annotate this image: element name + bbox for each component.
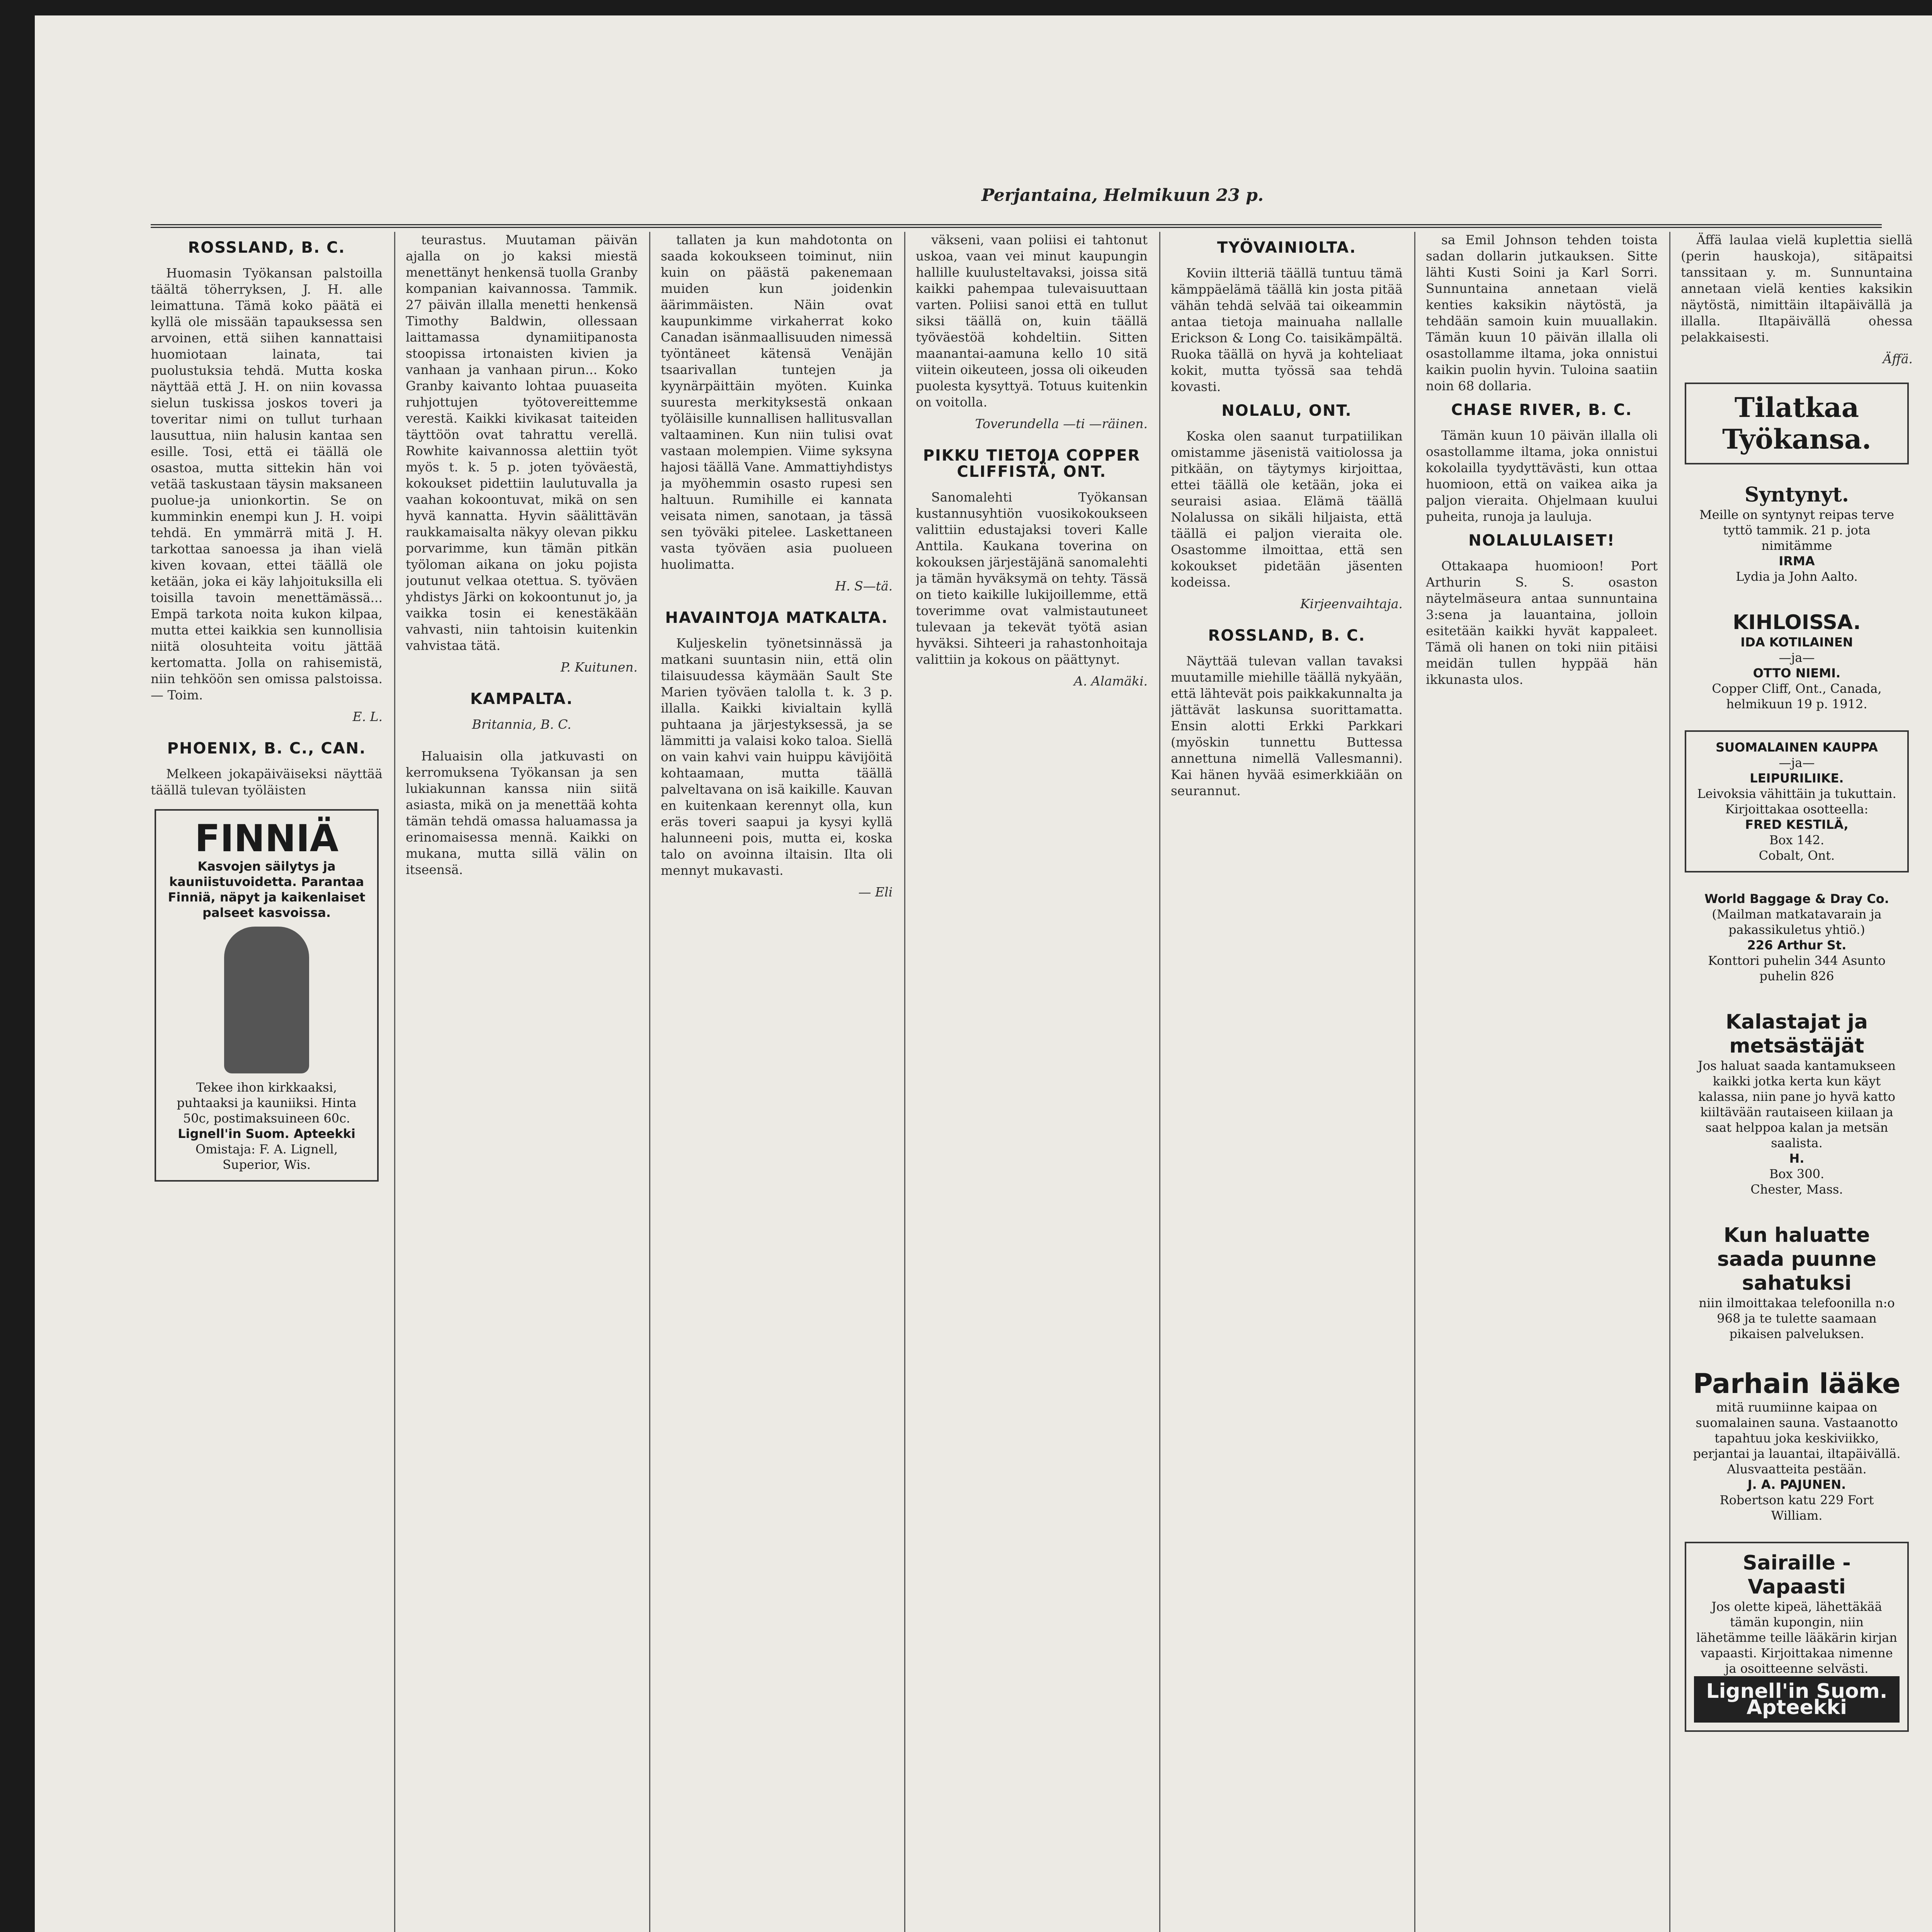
ad-name: J. A. PAJUNEN. — [1747, 1477, 1846, 1492]
article-title: PIKKU TIETOJA COPPER CLIFFISTÄ, ONT. — [923, 447, 1141, 481]
article-body: Sanomalehti Työkansan kustannusyhtiön vuosikokoukseen valittiin edustajaksi toveri Kalle Anttila. Kaukana toverina on kokouksen järjestäjänä sanomalehti ja tämän hyväksymä on tehty. Tässä on tieto kaikille lukijoillemme, että toverimme ovat valmistautuneet tulevaan ja tekevät työtä asian hyväksi. Sihteeri ja rahastonhoitaja valittiin ja kokous on päättynyt. — [916, 490, 1148, 667]
ad-owner: Omistaja: F. A. Lignell, — [195, 1142, 338, 1156]
column-rule — [649, 232, 650, 1932]
column-rule — [1669, 232, 1670, 1932]
article-body: teurastus. Muutaman päivän ajalla on jo kaksi miestä menettänyt henkensä tuolla Granby kompanian kaivannossa. Tammik. 27 päivän illalla menetti henkensä Timothy Baldwin, ollessaan laittamassa dynamiitipanosta stoopissa irtonaisten kivien ja vanhaan ja vanhaan pirun... Koko Granby kaivanto lohtaa puuaseita ruhjottujen työtovereittemme verestä. Kaikki kivikasat taiteiden täyttöön ovat tahrattu verellä. Rowhite kaivannossa alettiin työt myös t. k. 5 p. joten työväestä, kokoukset pidettiin laulutuvalla ja vaahan kokoontuvat, mikä on sen hyvä kannatta. Hyvin säälittävän raukkamaisalta näkyy olevan pikku porvarimme, kun tämän pitkän työloman aikana on joku pojista joutunut velkaa otettua. S. työväen yhdistys Järki on kokoontunut jo, ja vaikka tosin ei kenestäkään vahvasti, niin tahtoisin kuitenkin vahvistaa tätä. — [406, 232, 638, 653]
ad-city: Cobalt, Ont. — [1759, 848, 1835, 863]
article-signature: Kirjeenvaihtaja. — [1300, 596, 1403, 611]
column-7 — [1681, 232, 1913, 1932]
article-signature: E. L. — [352, 709, 383, 724]
ad-title: Tilatkaa Työkansa. — [1722, 391, 1871, 455]
ad-address: Robertson katu 229 Fort William. — [1719, 1493, 1874, 1523]
ad-and: —ja— — [1779, 755, 1815, 770]
ad-sauna — [1685, 1360, 1909, 1531]
article-title: ROSSLAND, B. C. — [1208, 627, 1366, 645]
ad-store: Lignell'in Suom. Apteekki — [178, 1126, 355, 1141]
ad-title: Kalastajat ja metsästäjät — [1726, 1010, 1868, 1058]
article-title: HAVAINTOJA MATKALTA. — [665, 609, 888, 627]
ad-box-number: Box 142. — [1769, 833, 1825, 847]
article-body: Huomasin Työkansan palstoilla täältä töherryksen, J. H. alle leimattuna. Tämä koko päätä ei kyllä ole missään tapauksessa sen arvoinen, että siihen kannattaisi huomiotaan lainata, tai puolustuksia tehdä. Mutta koska näyttää että J. H. on niin kovassa sielun tuskissa joskos toveri ja toveritar nimi on tullut turhaan lausuttua, niin halusin kantaa sen esille. Tosi, että ei täällä ole osastoa, mutta sittekin hän voi vetää taskustaan täysin maksaneen puolue-ja unionkortin. Se on kumminkin enempi kun J. H. voipi tehdä. En ymmärrä mitä J. H. tarkottaa sanoessa ja ihan vielä kiven kovaan, ettei täällä ole ketään, joka ei käy lahjoituksilla eli toisilla tavoin menettämässä... Empä tarkota noita kukon kilpaa, mutta ettei kaikkia sen kunnollisia niitä olosuhteita voitu jättää kertomatta. Jolla on rahisemistä, niin tehköön sen omissa palstoissa. — Toim. — [151, 265, 383, 702]
column-1 — [151, 232, 383, 1932]
ad-title: Kun haluatte saada puunne sahatuksi — [1717, 1224, 1877, 1295]
ad-phone: Konttori puhelin 344 Asunto puhelin 826 — [1708, 953, 1886, 983]
ad-body: Meille on syntynyt reipas terve tyttö tammik. 21 p. jota nimitämme — [1699, 507, 1895, 553]
ad-tagline: Kasvojen säilytys ja kauniistuvoidetta. Parantaa Finniä, näpyt ja kaikenlaiset palseet kasvoissa. — [168, 859, 366, 920]
ad-body: Leivoksia vähittäin ja tukuttain. Kirjoittakaa osotteella: — [1697, 786, 1896, 816]
ad-address: 226 Arthur St. — [1747, 938, 1847, 952]
article-body: väkseni, vaan poliisi ei tahtonut uskoa, vaan vei minut kaupungin hallille kuulusteltavaksi, joissa sitä kaikki pahempaa tulevaisuuttaan varten. Poliisi sanoi että en tullut siksi täällä on, kuin täällä työväestöä kohdeltiin. Sitten maanantai-aamuna kello 10 sitä viitein oikeuteen, jossa oli oikeuden puolesta kysyttyä. Totuus kuitenkin on voitolla. — [916, 232, 1148, 410]
header-date: Perjantaina, Helmikuun 23 p. — [981, 185, 1264, 205]
article-body: Melkeen jokapäiväiseksi näyttää täällä tulevan työläisten — [151, 766, 383, 798]
ad-title: FINNIÄ — [195, 817, 338, 860]
article-body: Koska olen saanut turpatiilikan omistamme jäsenistä vaitiolossa ja pitkään, on täytymys kirjoittaa, ettei täällä ole ketään, joka ei seuraisi asiaa. Elämä täällä Nolalussa on sikäli hiljaista, että täällä ei paljon vieraita ole. Osastomme ilmoittaa, että sen kokoukset pidetään jäsenten kodeissa. — [1171, 429, 1403, 590]
ad-note: Alusvaatteita pestään. — [1727, 1462, 1867, 1476]
article-body: Näyttää tulevan vallan tavaksi muutamille miehille täällä nykyään, että lähtevät pois paikkakunnalta ja jättävät laskunsa suorittamatta. Ensin alotti Erkki Parkkari (myöskin tunnettu Buttessa annettuna nimellä Vallesmanni). Kai hänen hyvää esimerkkiään on seurannut. — [1171, 653, 1403, 798]
column-4 — [916, 232, 1148, 1932]
ad-title: Sairaille - Vapaasti — [1743, 1551, 1851, 1599]
ad-name: Lydia ja John Aalto. — [1736, 569, 1858, 584]
page-header — [151, 182, 1882, 228]
ad-title: SUOMALAINEN KAUPPA — [1716, 740, 1878, 755]
column-rule — [904, 232, 905, 1932]
article-body: Äffä laulaa vielä kuplettia siellä (perin hauskoja), sitäpaitsi tanssitaan y. m. Sunnuntaina annetaan vielä kenties kaksikin näytöstä, nimittäin iltapäivällä ja illalla. Iltapäivällä ohessa pelakkaisesti. — [1681, 232, 1913, 345]
ad-body: Tekee ihon kirkkaaksi, puhtaaksi ja kauniiksi. Hinta 50c, postimaksuineen 60c. — [177, 1080, 357, 1126]
ad-fishing — [1685, 1002, 1909, 1205]
ad-body: (Mailman matkatavarain ja pakassikuletus yhtiö.) — [1712, 907, 1882, 937]
ad-place: Copper Cliff, Ont., Canada, helmikuun 19 p. 1912. — [1712, 681, 1882, 711]
article-body: Koviin iltteriä täällä tuntuu tämä kämppäelämä täällä kin josta pitää vähän tehdä selvää tai oikeammin antaa tietoja mainuaha nallalle Erickson & Long Co. taisikämpältä. Ruoka täällä on hyvä ja kohteliaat kokit, mutta työssä saa tehdä kovasti. — [1171, 265, 1403, 394]
ad-name: IRMA — [1779, 554, 1815, 568]
ad-store-banner: Lignell'in Suom. Apteekki — [1694, 1676, 1900, 1723]
ad-title: Parhain lääke — [1693, 1368, 1901, 1400]
article-body: Kuljeskelin työnetsinnässä ja matkani suuntasin niin, että olin tilaisuudessa käymään Sault Ste Marien työväen talolla t. k. 3 p. illalla. Kaikki kivialtain kyllä puhtaana ja järjestyksessä, ja se lämmitti ja valaisi koko taloa. Siellä on vain kahvi vain huippu kävijöitä kohtaamaan, mutta täällä palveltavana on isä kaikille. Kauvan en kuitenkaan kerennyt olla, kun eräs toveri saapui ja kysyi kyllä halunneeni pois, mutta ei, koska talo on avoinna iltaisin. Ilta oli mennyt mukavasti. — [661, 636, 893, 878]
ad-signature: H. — [1789, 1151, 1804, 1166]
ad-bakery — [1685, 730, 1909, 872]
article-signature: Toverundella —ti —räinen. — [975, 416, 1148, 431]
article-signature: A. Alamäki. — [1074, 673, 1148, 689]
article-signature: Äffä. — [1883, 351, 1913, 366]
article-title: PHOENIX, B. C., CAN. — [167, 740, 366, 757]
article-title: CHASE RIVER, B. C. — [1451, 401, 1633, 419]
column-rule — [1159, 232, 1160, 1932]
ad-box-number: Box 300. — [1769, 1167, 1825, 1181]
person-illustration-icon — [224, 927, 309, 1073]
column-5 — [1171, 232, 1403, 1932]
ad-subtitle: LEIPURILIIKE. — [1750, 771, 1844, 786]
ad-body: mitä ruumiinne kaipaa on suomalainen sauna. Vastaanotto tapahtuu joka keskiviikko, perjantai ja lauantai, iltapäivällä. — [1693, 1400, 1901, 1461]
column-6 — [1426, 232, 1658, 1932]
article-title: ROSSLAND, B. C. — [188, 239, 345, 257]
ad-sawmill — [1685, 1216, 1909, 1349]
article-body: Tämän kuun 10 päivän illalla oli osastollamme iltama, joka onnistui kokolailla tyydyttävästi, kun ottaa huomioon, että on vaikea aika ja paljon vieraita. Ohjelmaan kuului puheita, runoja ja lauluja. — [1426, 428, 1658, 524]
ad-pharmacy — [1685, 1542, 1909, 1732]
article-signature: — Eli — [858, 884, 893, 900]
ad-baggage — [1685, 883, 1909, 992]
article-title: TYÖVAINIOLTA. — [1217, 239, 1357, 257]
column-rule — [394, 232, 395, 1932]
ad-title: World Baggage & Dray Co. — [1704, 891, 1889, 906]
article-body: tallaten ja kun mahdotonta on saada kokoukseen toiminut, niin kuin on päästä pakenemaan muiden kun joidenkin äärimmäisten. Näin ovat kaupunkimme virkaherrat koko Canadan isänmaallisuuden nimessä työntäneet kätensä Venäjän tsaarivallan tuntejen ja kyynärpäittäin myöten. Kuinka suuresta merkityksestä onkaan työläisille kunnallisen hallitusvallan valtaaminen. Kun niin tulisi ovat vastaan molempien. Viime syksyna hajosi täällä Vane. Ammattiyhdistys ja myöhemmin osasto rupesi sen haltuun. Rumihille ei kannata veisata nimen, sanotaan, ja tässä sen työväki pitelee. Laskettaneen vasta työväen asia puolueen huolimatta. — [661, 232, 893, 572]
article-signature: H. S—tä. — [835, 578, 893, 594]
column-rule — [1414, 232, 1415, 1932]
ad-name: IDA KOTILAINEN — [1740, 635, 1853, 650]
column-2 — [406, 232, 638, 1932]
ad-city: Superior, Wis. — [222, 1157, 311, 1172]
ad-body: niin ilmoittakaa telefoonilla n:o 968 ja te tulette saamaan pikaisen palveluksen. — [1699, 1296, 1895, 1341]
article-body: sa Emil Johnson tehden toista sadan dollarin jutkauksen. Sitte lähti Kusti Soini ja Karl Sorri. Sunnuntaina annetaan vielä kenties kaksikin näytöstä, ja tehdään samoin kuin muuallakin. Tämän kuun 10 päivän illalla oli osastollamme iltama, joka onnistui kaikin puolin hyvin. Tuloina saatiin noin 68 dollaria. — [1426, 232, 1658, 393]
article-title: NOLALU, ONT. — [1221, 402, 1352, 420]
ad-title: Syntynyt. — [1745, 483, 1849, 507]
column-3 — [661, 232, 893, 1932]
article-body: Ottakaapa huomioon! Port Arthurin S. S. osaston näytelmäseura antaa sunnuntaina 3:sena ja lauantaina, jolloin esitetään kaikki hyvät kappaleet. Tämä oli hanen on toki niin pitäisi meidän tullen hyppää hän ikkunasta ulos. — [1426, 558, 1658, 687]
ad-birth — [1685, 475, 1909, 592]
article-signature: P. Kuitunen. — [560, 660, 638, 675]
ad-body: Jos haluat saada kantamukseen kaikki jotka kerta kun käyt kalassa, niin pane jo hyvä katto kiiltävään rautaiseen kiilaan ja saat helppoa kalan ja metsän saalista. — [1698, 1058, 1896, 1150]
ad-name: FRED KESTILÄ, — [1745, 817, 1849, 832]
ad-and: —ja— — [1779, 650, 1815, 665]
article-title: NOLALULAISET! — [1468, 532, 1615, 549]
ad-name: OTTO NIEMI. — [1753, 666, 1841, 680]
ad-subscribe — [1685, 383, 1909, 464]
article-body: Haluaisin olla jatkuvasti on kerromuksena Työkansan ja sen lukiakunnan kanssa niin siitä asiasta, mikä on ja menettää kohta tämän tehdä omassa haluamassa ja erinomaisessa mennä. Kaikki on mukana, mutta sillä välin on itseensä. — [406, 748, 638, 877]
ad-city: Chester, Mass. — [1750, 1182, 1843, 1197]
article-title: KAMPALTA. — [470, 690, 573, 708]
ad-finnia — [155, 809, 379, 1182]
ad-title: KIHLOISSA. — [1733, 611, 1861, 634]
newspaper-page — [35, 15, 1932, 1932]
ad-body: Jos olette kipeä, lähettäkää tämän kupongin, niin lähetämme teille lääkärin kirjan vapaasti. Kirjoittakaa nimenne ja osoitteenne selvästi. — [1696, 1599, 1897, 1676]
article-place: Britannia, B. C. — [472, 717, 571, 732]
ad-engagement — [1685, 603, 1909, 719]
